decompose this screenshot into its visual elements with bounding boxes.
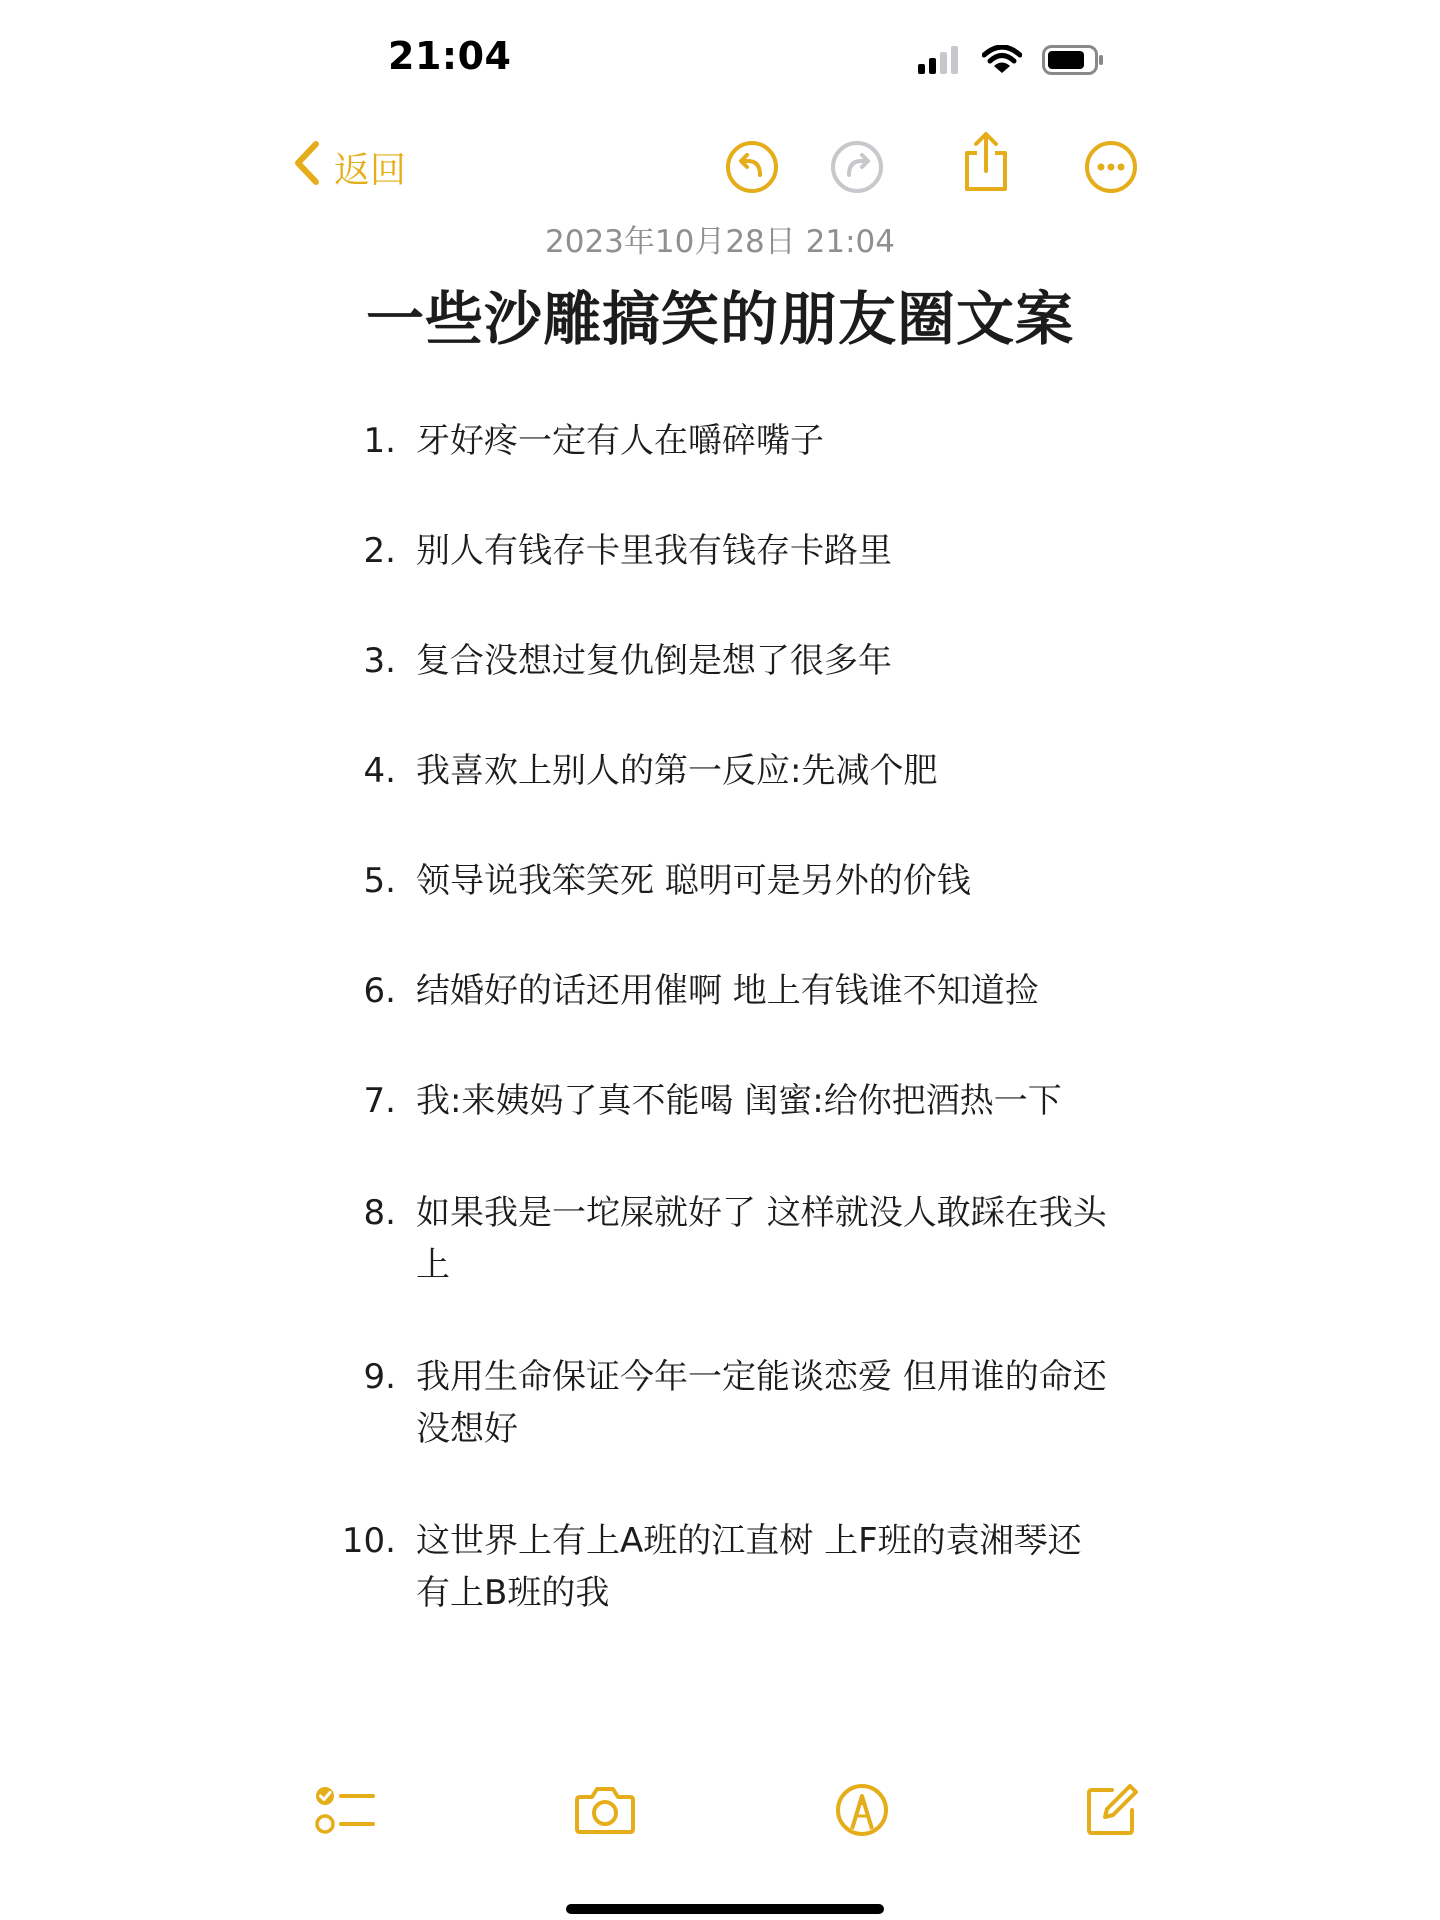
back-button[interactable] bbox=[292, 140, 406, 195]
list-item[interactable] bbox=[330, 1351, 1110, 1455]
list-item[interactable] bbox=[330, 1075, 1110, 1127]
wifi-icon bbox=[982, 45, 1022, 75]
list-item-number: 8. bbox=[363, 1193, 396, 1233]
list-item-text: 我用生命保证今年一定能谈恋爱 但用谁的命还没想好 bbox=[416, 1357, 1107, 1449]
list-item[interactable] bbox=[330, 525, 1110, 577]
more-button[interactable] bbox=[1083, 139, 1139, 195]
list-item[interactable] bbox=[330, 635, 1110, 687]
note-date: 2023年10月28日 21:04 bbox=[545, 224, 895, 260]
battery-icon bbox=[1042, 45, 1104, 75]
home-indicator[interactable] bbox=[566, 1904, 884, 1914]
list-item[interactable] bbox=[330, 415, 1110, 467]
share-icon bbox=[961, 131, 1011, 193]
list-item[interactable] bbox=[330, 855, 1110, 907]
undo-icon bbox=[725, 140, 779, 194]
list-item-number: 5. bbox=[363, 861, 396, 901]
list-item-text: 结婚好的话还用催啊 地上有钱谁不知道捡 bbox=[416, 971, 1039, 1011]
list-item-text: 别人有钱存卡里我有钱存卡路里 bbox=[416, 531, 892, 571]
list-item-number: 6. bbox=[363, 971, 396, 1011]
list-item[interactable] bbox=[330, 965, 1110, 1017]
list-item-text: 复合没想过复仇倒是想了很多年 bbox=[416, 641, 892, 681]
note-title[interactable]: 一些沙雕搞笑的朋友圈文案 bbox=[365, 285, 1074, 353]
list-item-text: 我喜欢上别人的第一反应:先减个肥 bbox=[416, 751, 938, 791]
list-item-number: 7. bbox=[363, 1081, 396, 1121]
list-item-number: 1. bbox=[363, 421, 396, 461]
chevron-left-icon bbox=[292, 140, 322, 195]
list-item-number: 3. bbox=[363, 641, 396, 681]
back-label: 返回 bbox=[334, 150, 407, 191]
undo-button[interactable] bbox=[724, 139, 780, 195]
status-icons bbox=[918, 44, 1104, 76]
checklist-button[interactable] bbox=[312, 1777, 378, 1843]
cellular-signal-icon bbox=[918, 46, 962, 74]
camera-icon bbox=[574, 1785, 636, 1835]
list-item-text: 领导说我笨笑死 聪明可是另外的价钱 bbox=[416, 861, 971, 901]
list-item-text: 我:来姨妈了真不能喝 闺蜜:给你把酒热一下 bbox=[416, 1081, 1062, 1121]
note-list[interactable] bbox=[330, 415, 1110, 1679]
more-icon bbox=[1084, 140, 1138, 194]
camera-button[interactable] bbox=[572, 1777, 638, 1843]
markup-button[interactable] bbox=[829, 1777, 895, 1843]
list-item-number: 10. bbox=[341, 1521, 396, 1561]
status-time: 21:04 bbox=[388, 34, 512, 78]
markup-pen-icon bbox=[835, 1783, 889, 1837]
redo-icon bbox=[830, 140, 884, 194]
list-item-text: 牙好疼一定有人在嚼碎嘴子 bbox=[416, 421, 824, 461]
compose-icon bbox=[1084, 1782, 1140, 1838]
share-button[interactable] bbox=[958, 134, 1014, 190]
list-item-text: 这世界上有上A班的江直树 上F班的袁湘琴还有上B班的我 bbox=[416, 1521, 1082, 1613]
list-item[interactable] bbox=[330, 1515, 1110, 1619]
list-item-number: 2. bbox=[363, 531, 396, 571]
list-item-number: 9. bbox=[363, 1357, 396, 1397]
list-item-text: 如果我是一坨屎就好了 这样就没人敢踩在我头上 bbox=[416, 1193, 1107, 1285]
list-item[interactable] bbox=[330, 745, 1110, 797]
list-item[interactable] bbox=[330, 1187, 1110, 1291]
list-item-number: 4. bbox=[363, 751, 396, 791]
compose-button[interactable] bbox=[1079, 1777, 1145, 1843]
checklist-icon bbox=[315, 1782, 375, 1838]
redo-button[interactable] bbox=[829, 139, 885, 195]
